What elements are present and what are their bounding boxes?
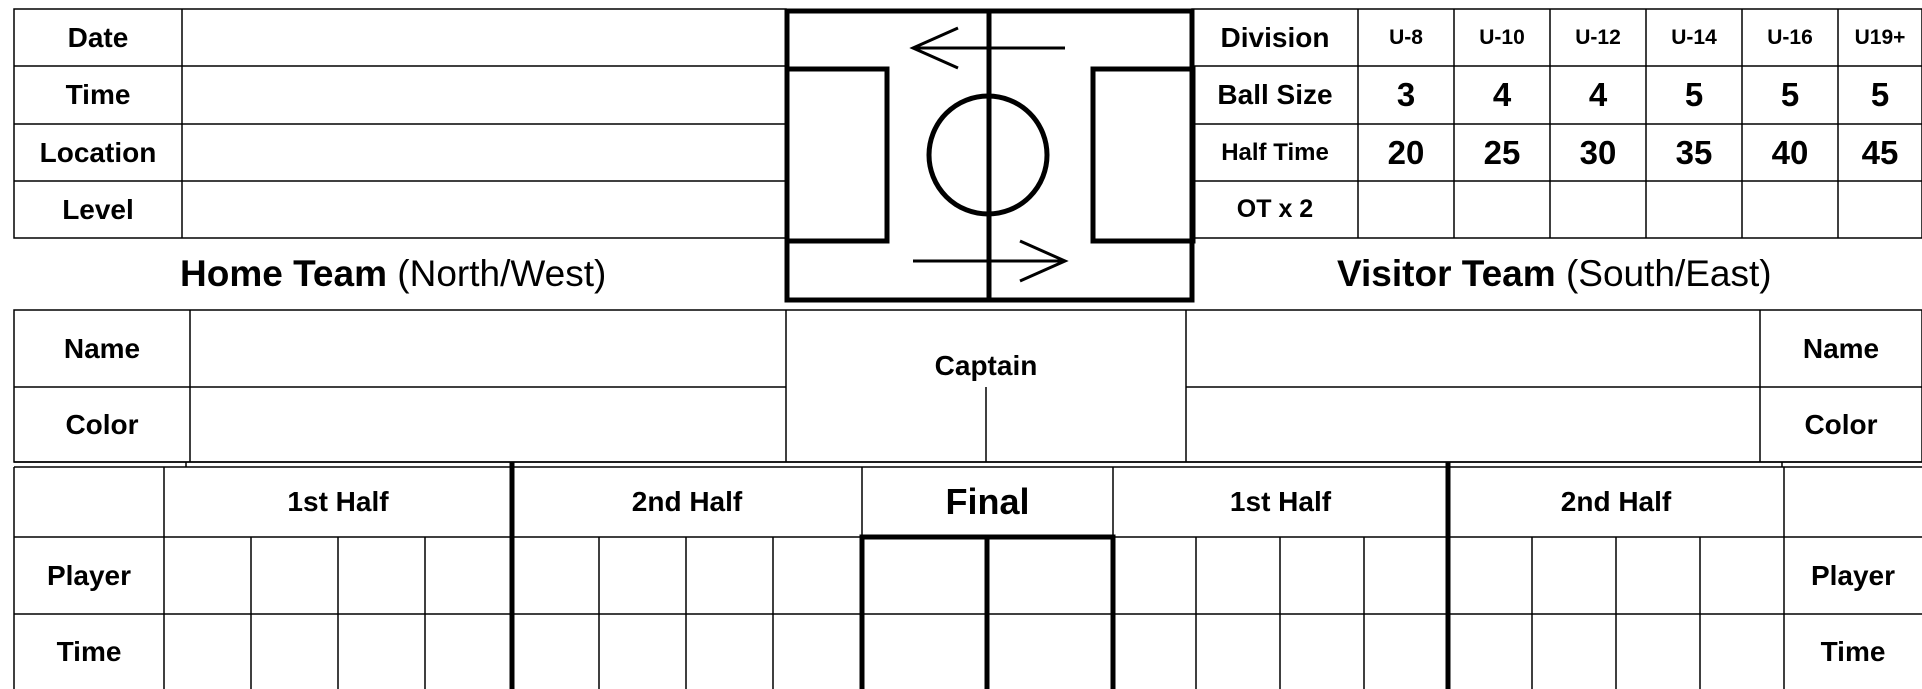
home-team-heading (180, 253, 606, 295)
home-captain-field[interactable] (788, 389, 984, 460)
half-time-value: 30 (1579, 133, 1617, 171)
ot-field-u19[interactable] (1840, 183, 1920, 236)
visitor-captain-field[interactable] (988, 389, 1184, 460)
visitor-second-half-header: 2nd Half (1560, 486, 1672, 517)
date-field[interactable] (184, 11, 784, 64)
ot-label: OT x 2 (1236, 195, 1314, 223)
half-time-label: Half Time (1221, 138, 1329, 166)
ot-field-u14[interactable] (1648, 183, 1740, 236)
visitor-name-label: Name (1802, 332, 1880, 364)
visitor-team-subtitle: (South/East) (1565, 253, 1772, 294)
home-final-score-field[interactable] (866, 541, 984, 689)
time-field[interactable] (184, 68, 784, 122)
half-time-value: 40 (1771, 133, 1809, 171)
division-label: Division (1220, 21, 1330, 53)
info-label-location: Location (39, 136, 157, 168)
ball-size-value: 5 (1870, 76, 1890, 113)
ot-field-u12[interactable] (1552, 183, 1644, 236)
ball-size-value: 5 (1780, 76, 1800, 113)
ball-size-value: 4 (1492, 76, 1512, 113)
visitor-color-field[interactable] (1188, 389, 1758, 460)
home-color-label: Color (65, 408, 139, 440)
visitor-name-field[interactable] (1188, 312, 1758, 385)
captain-label: Captain (934, 350, 1038, 381)
home-color-field[interactable] (192, 389, 784, 460)
ot-field-u10[interactable] (1456, 183, 1548, 236)
info-label-date: Date (67, 21, 129, 53)
home-name-field[interactable] (192, 312, 784, 385)
info-label-time: Time (65, 79, 131, 110)
half-time-value: 25 (1483, 133, 1521, 171)
location-field[interactable] (184, 126, 784, 179)
division-header: U-12 (1575, 25, 1621, 49)
visitor-team-heading (1337, 253, 1772, 295)
ot-field-u8[interactable] (1360, 183, 1452, 236)
division-header: U-10 (1479, 25, 1525, 49)
ball-size-value: 4 (1588, 76, 1608, 113)
division-header: U-16 (1767, 25, 1813, 49)
ball-size-value: 5 (1684, 76, 1704, 113)
half-time-value: 35 (1675, 133, 1713, 171)
visitor-color-label: Color (1804, 408, 1878, 440)
visitor-final-score-field[interactable] (991, 541, 1109, 689)
home-time-label: Time (56, 635, 122, 667)
home-first-half-header: 1st Half (287, 486, 389, 517)
field-diagram-icon (787, 11, 1193, 300)
home-team-title: Home Team (180, 253, 387, 294)
ball-size-label: Ball Size (1217, 79, 1333, 110)
home-name-label: Name (63, 332, 141, 364)
division-header: U-14 (1671, 25, 1717, 49)
level-field[interactable] (184, 183, 784, 236)
half-time-value: 45 (1861, 133, 1899, 171)
division-header: U-8 (1389, 25, 1423, 49)
home-second-half-header: 2nd Half (631, 486, 743, 517)
home-player-label: Player (46, 559, 132, 591)
division-header: U19+ (1854, 25, 1906, 49)
info-label-level: Level (62, 193, 134, 225)
visitor-player-label: Player (1810, 559, 1896, 591)
home-team-subtitle: (North/West) (397, 253, 607, 294)
visitor-first-half-header: 1st Half (1229, 486, 1332, 517)
final-header: Final (945, 481, 1030, 522)
half-time-value: 20 (1387, 133, 1425, 171)
ot-field-u16[interactable] (1744, 183, 1836, 236)
visitor-team-title: Visitor Team (1337, 253, 1556, 294)
ball-size-value: 3 (1396, 76, 1416, 113)
visitor-time-label: Time (1820, 635, 1886, 667)
